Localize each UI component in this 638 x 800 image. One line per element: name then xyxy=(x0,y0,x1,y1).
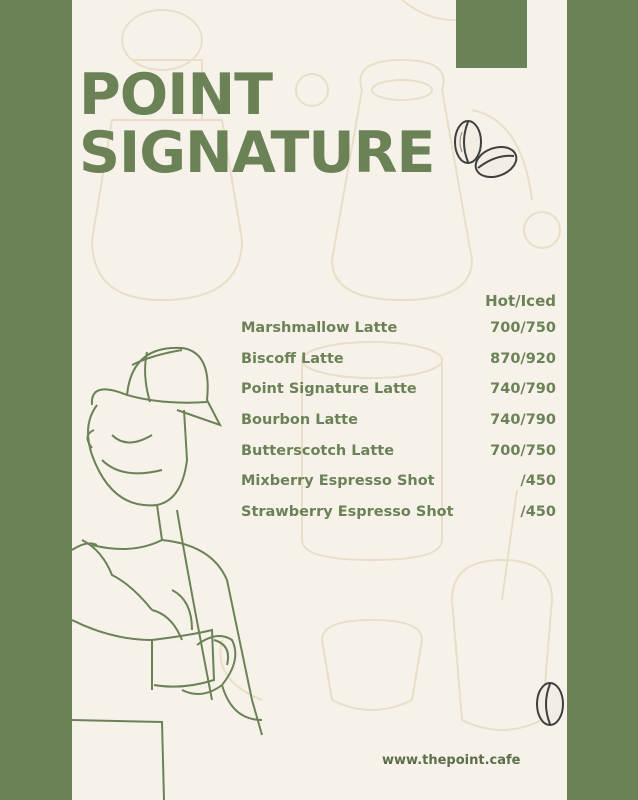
menu-item-price: /450 xyxy=(520,504,556,521)
menu-item-price: /450 xyxy=(520,473,556,490)
menu-item xyxy=(241,412,556,443)
title-line-1: POINT xyxy=(79,62,273,128)
menu-item-name: Point Signature Latte xyxy=(241,381,417,398)
website-link[interactable]: www.thepoint.cafe xyxy=(382,753,521,768)
menu-item-name: Marshmallow Latte xyxy=(241,320,398,336)
menu-item-price: 870/920 xyxy=(490,350,556,367)
menu-item-price: 740/790 xyxy=(490,381,556,398)
accent-square xyxy=(456,0,527,68)
menu-item-price: 700/750 xyxy=(490,442,556,459)
menu-item-name: Bourbon Latte xyxy=(241,412,358,429)
menu-item xyxy=(241,351,556,382)
menu-item xyxy=(241,504,556,535)
coffee-bean-icon xyxy=(534,680,566,730)
menu-list xyxy=(241,320,556,535)
menu-item-name: Biscoff Latte xyxy=(241,350,344,367)
menu-item xyxy=(241,443,556,474)
page-title xyxy=(79,62,435,186)
menu-item-name: Mixberry Espresso Shot xyxy=(241,473,435,490)
menu-item-price: 700/750 xyxy=(490,320,556,336)
menu-item xyxy=(241,381,556,412)
menu-item xyxy=(241,320,556,351)
menu-item-price: 740/790 xyxy=(490,412,556,429)
menu-item xyxy=(241,473,556,504)
menu-item-name: Strawberry Espresso Shot xyxy=(241,504,454,521)
menu-panel xyxy=(72,0,567,800)
title-line-2: SIGNATURE xyxy=(79,120,435,186)
coffee-bean-icon xyxy=(472,142,520,182)
hot-iced-column-header: Hot/Iced xyxy=(485,292,556,310)
menu-item-name: Butterscotch Latte xyxy=(241,442,395,459)
